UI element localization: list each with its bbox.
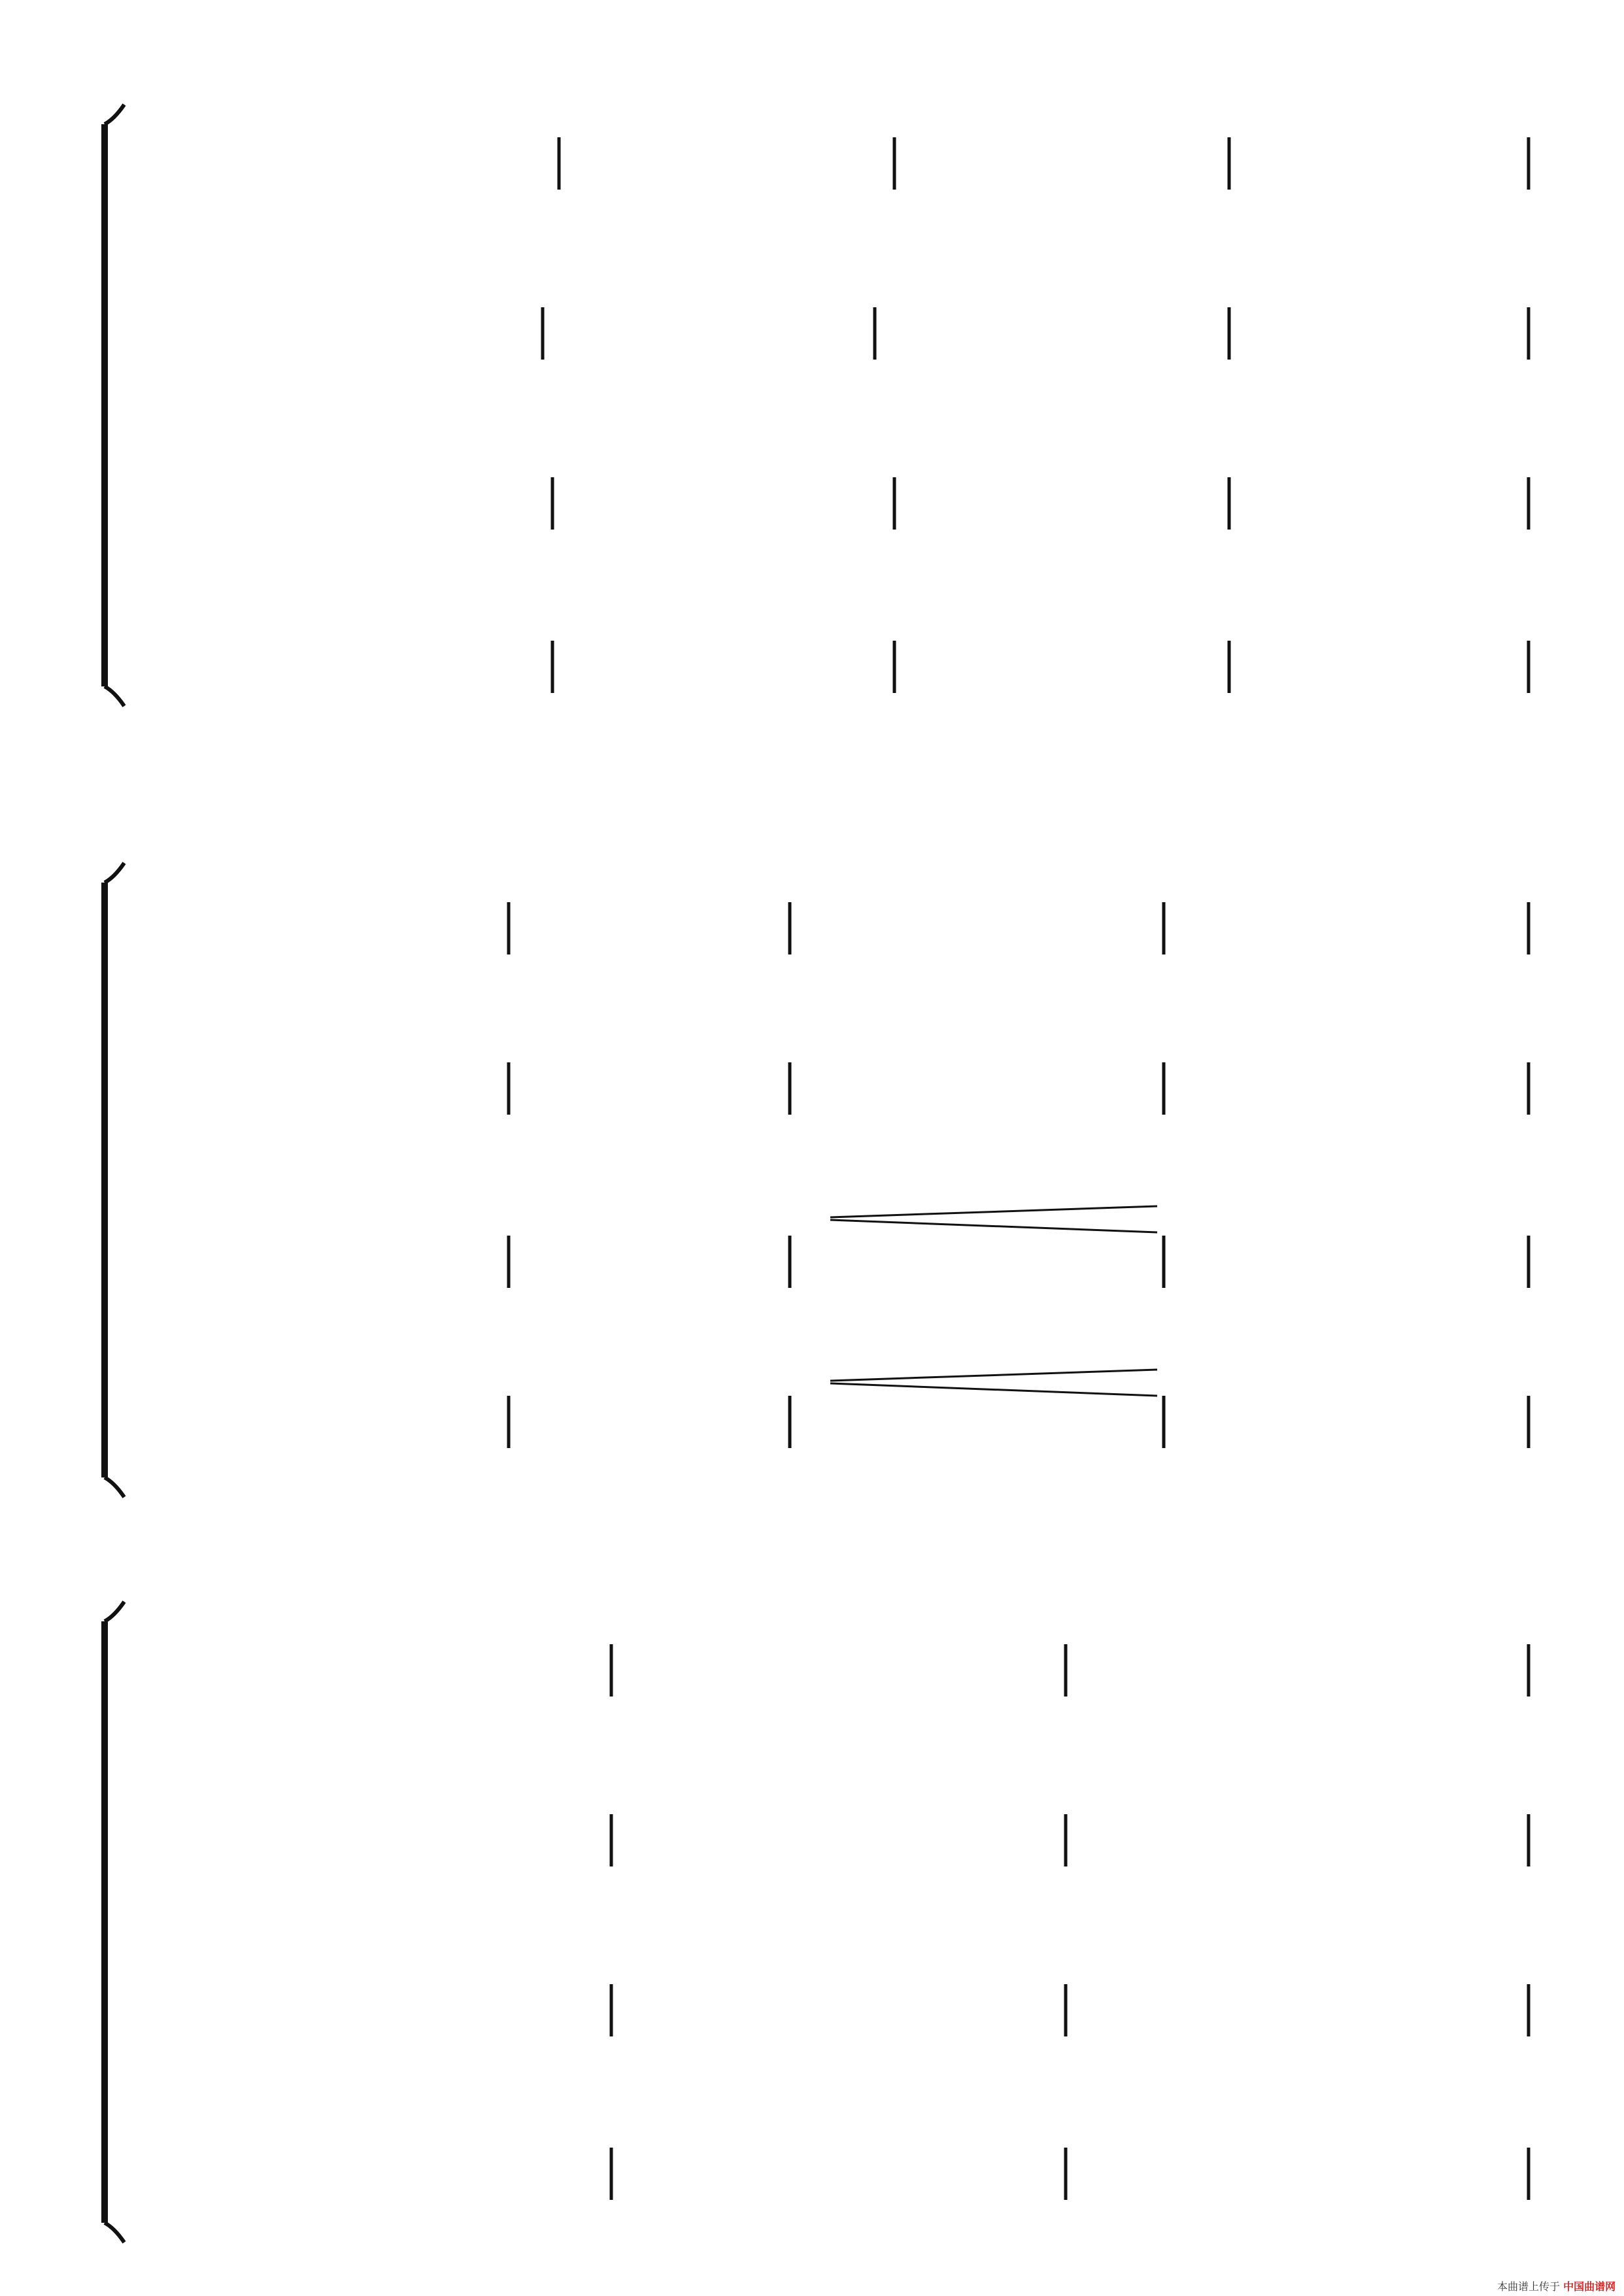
- bracket-bottom-hook: [105, 1477, 124, 1497]
- bracket-bottom-hook: [105, 2223, 124, 2242]
- bracket-top-hook: [105, 105, 124, 124]
- bracket-bottom-hook: [105, 686, 124, 706]
- crescendo-hairpin-bottom: [830, 1383, 1157, 1396]
- crescendo-hairpin-top: [830, 1206, 1157, 1217]
- bracket-top-hook: [105, 1602, 124, 1621]
- footer-text: 本曲谱上传于: [1497, 2280, 1561, 2293]
- bracket-top-hook: [105, 863, 124, 883]
- footer-brand: 中国曲谱网: [1563, 2280, 1616, 2293]
- footer: [1497, 2280, 1616, 2293]
- crescendo-hairpin-top: [830, 1370, 1157, 1381]
- crescendo-hairpin-bottom: [830, 1220, 1157, 1232]
